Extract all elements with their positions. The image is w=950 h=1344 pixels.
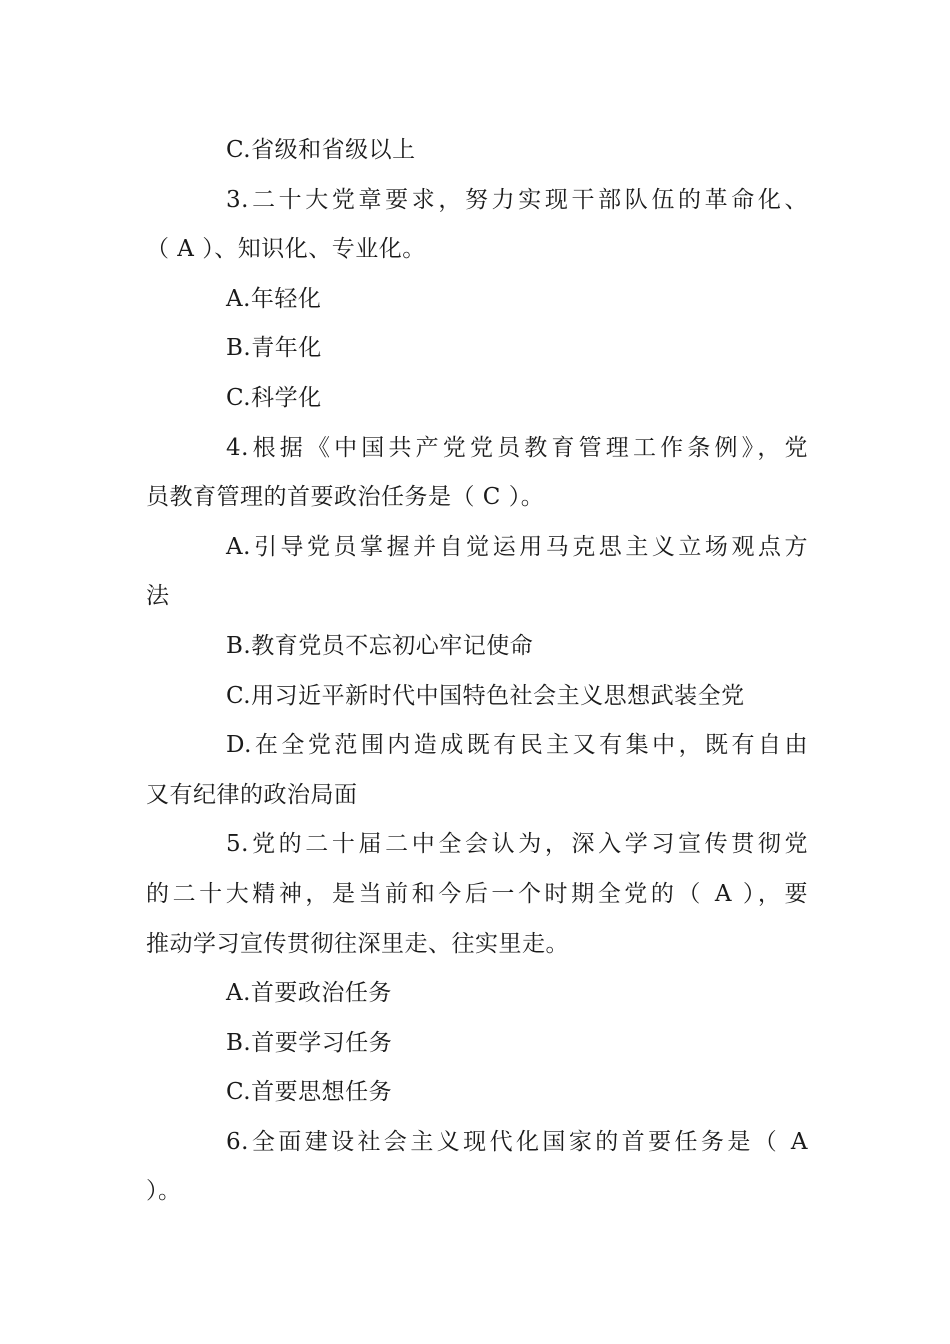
question-5-line-2: 的二十大精神，是当前和今后一个时期全党的（ A ），要 xyxy=(146,880,808,907)
question-4-line-2: 员教育管理的首要政治任务是（ C ）。 xyxy=(146,484,545,511)
question-6-line-1: 6.全面建设社会主义现代化国家的首要任务是（ A xyxy=(226,1128,808,1155)
option-q4-d-line-1: D.在全党范围内造成既有民主又有集中，既有自由 xyxy=(226,732,808,759)
option-q4-b: B.教育党员不忘初心牢记使命 xyxy=(226,632,534,659)
question-6-line-2: ）。 xyxy=(146,1178,182,1205)
option-q4-a-line-1: A.引导党员掌握并自觉运用马克思主义立场观点方 xyxy=(226,533,808,560)
option-q3-a: A.年轻化 xyxy=(226,285,322,312)
option-q4-d-line-2: 又有纪律的政治局面 xyxy=(146,781,358,808)
question-5-line-1: 5.党的二十届二中全会认为，深入学习宣传贯彻党 xyxy=(226,831,808,858)
option-q5-b: B.首要学习任务 xyxy=(226,1029,393,1056)
option-q4-a-line-2: 法 xyxy=(146,583,170,610)
option-q5-c: C.首要思想任务 xyxy=(226,1079,393,1106)
question-3-line-2: （ A ）、知识化、专业化。 xyxy=(146,236,426,263)
option-q3-c: C.科学化 xyxy=(226,384,322,411)
option-q3-b: B.青年化 xyxy=(226,335,322,362)
option-q5-a: A.首要政治任务 xyxy=(226,980,392,1007)
option-q4-c: C.用习近平新时代中国特色社会主义思想武装全党 xyxy=(226,682,745,709)
document-page xyxy=(146,126,808,1217)
question-5-line-3: 推动学习宣传贯彻往深里走、往实里走。 xyxy=(146,930,569,957)
question-3-line-1: 3.二十大党章要求，努力实现干部队伍的革命化、 xyxy=(226,186,808,213)
option-q2-c: C.省级和省级以上 xyxy=(226,137,416,163)
question-4-line-1: 4.根据《中国共产党党员教育管理工作条例》，党 xyxy=(226,434,808,461)
